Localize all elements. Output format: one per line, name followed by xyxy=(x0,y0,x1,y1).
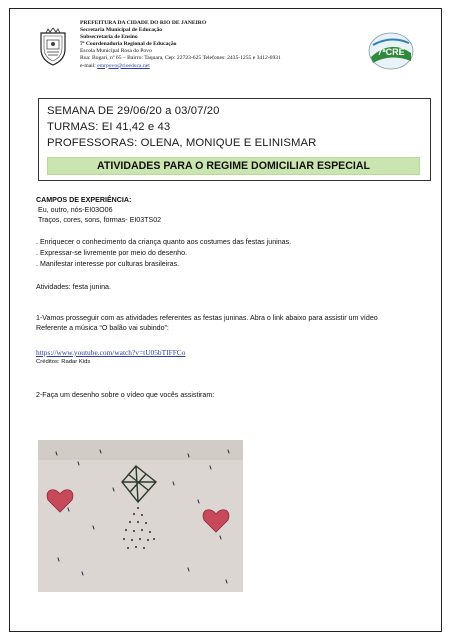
header-line-coordenadoria: 7ª Coordenadoria Regional de Educação xyxy=(80,41,177,48)
campo-item-2: Traços, cores, sons, formas- EI03TS02 xyxy=(38,216,162,224)
campo-item-1: Eu, outro, nós-EI03O06 xyxy=(38,206,113,214)
document-page xyxy=(9,8,442,632)
question-2: 2-Faça um desenho sobre o vídeo que vocês assistiram: xyxy=(36,391,215,399)
classes-title: TURMAS: EI 41,42 e 43 xyxy=(47,121,171,133)
header-line-email xyxy=(80,63,340,70)
letterhead-text xyxy=(80,20,340,70)
email-label: e-mail: xyxy=(80,62,98,69)
activities-banner xyxy=(47,157,420,175)
child-drawing-image xyxy=(38,440,243,592)
objective-2: . Expressar-se livremente por meio do desenho. xyxy=(36,249,188,257)
header-line-subsecretaria: Subsecretaria de Ensino xyxy=(80,34,138,41)
header-line-endereco: Rua: Bogari, nº 65 – Bairro: Taquara, Cep: 22723-625 Telefones: 2435-1255 e 3412-6931 xyxy=(80,55,281,62)
objective-1: . Enriquecer o conhecimento da criança quanto aos costumes das festas juninas. xyxy=(36,238,292,246)
letterhead xyxy=(10,9,441,91)
question-1-line-1: 1-Vamos prosseguir com as atividades referentes as festas juninas. Abra o link abaixo para assistir um vídeo xyxy=(36,314,378,322)
objective-3: . Manifestar interesse por culturas brasileiras. xyxy=(36,260,180,268)
activities-line: Atividades: festa junina. xyxy=(36,283,111,291)
credits: Créditos: Radar Kids xyxy=(36,359,91,365)
email-link[interactable]: emrpovo@rioeduca.net xyxy=(97,62,150,69)
city-crest-icon xyxy=(38,27,68,67)
header-line-escola: Escola Municipal Rosa do Povo xyxy=(80,48,152,55)
cre-logo xyxy=(367,31,415,71)
title-box xyxy=(38,98,431,181)
video-link[interactable]: https://www.youtube.com/watch?v=tU05bTIFFCo xyxy=(36,348,186,357)
question-1-line-2: Referente a música “O balão vai subindo”: xyxy=(36,324,169,332)
campos-heading: CAMPOS DE EXPERIÊNCIA: xyxy=(36,196,132,204)
header-line-prefeitura: PREFEITURA DA CIDADE DO RIO DE JANEIRO xyxy=(80,20,207,26)
cre-logo-text: 7ªCRE xyxy=(377,47,405,57)
activities-banner-text: ATIVIDADES PARA O REGIME DOMICILIAR ESPECIAL xyxy=(97,160,370,172)
header-line-secretaria: Secretaria Municipal de Educação xyxy=(80,27,163,34)
week-title: SEMANA DE 29/06/20 a 03/07/20 xyxy=(47,105,220,117)
teachers-title: PROFESSORAS: OLENA, MONIQUE E ELINISMAR xyxy=(47,137,317,149)
